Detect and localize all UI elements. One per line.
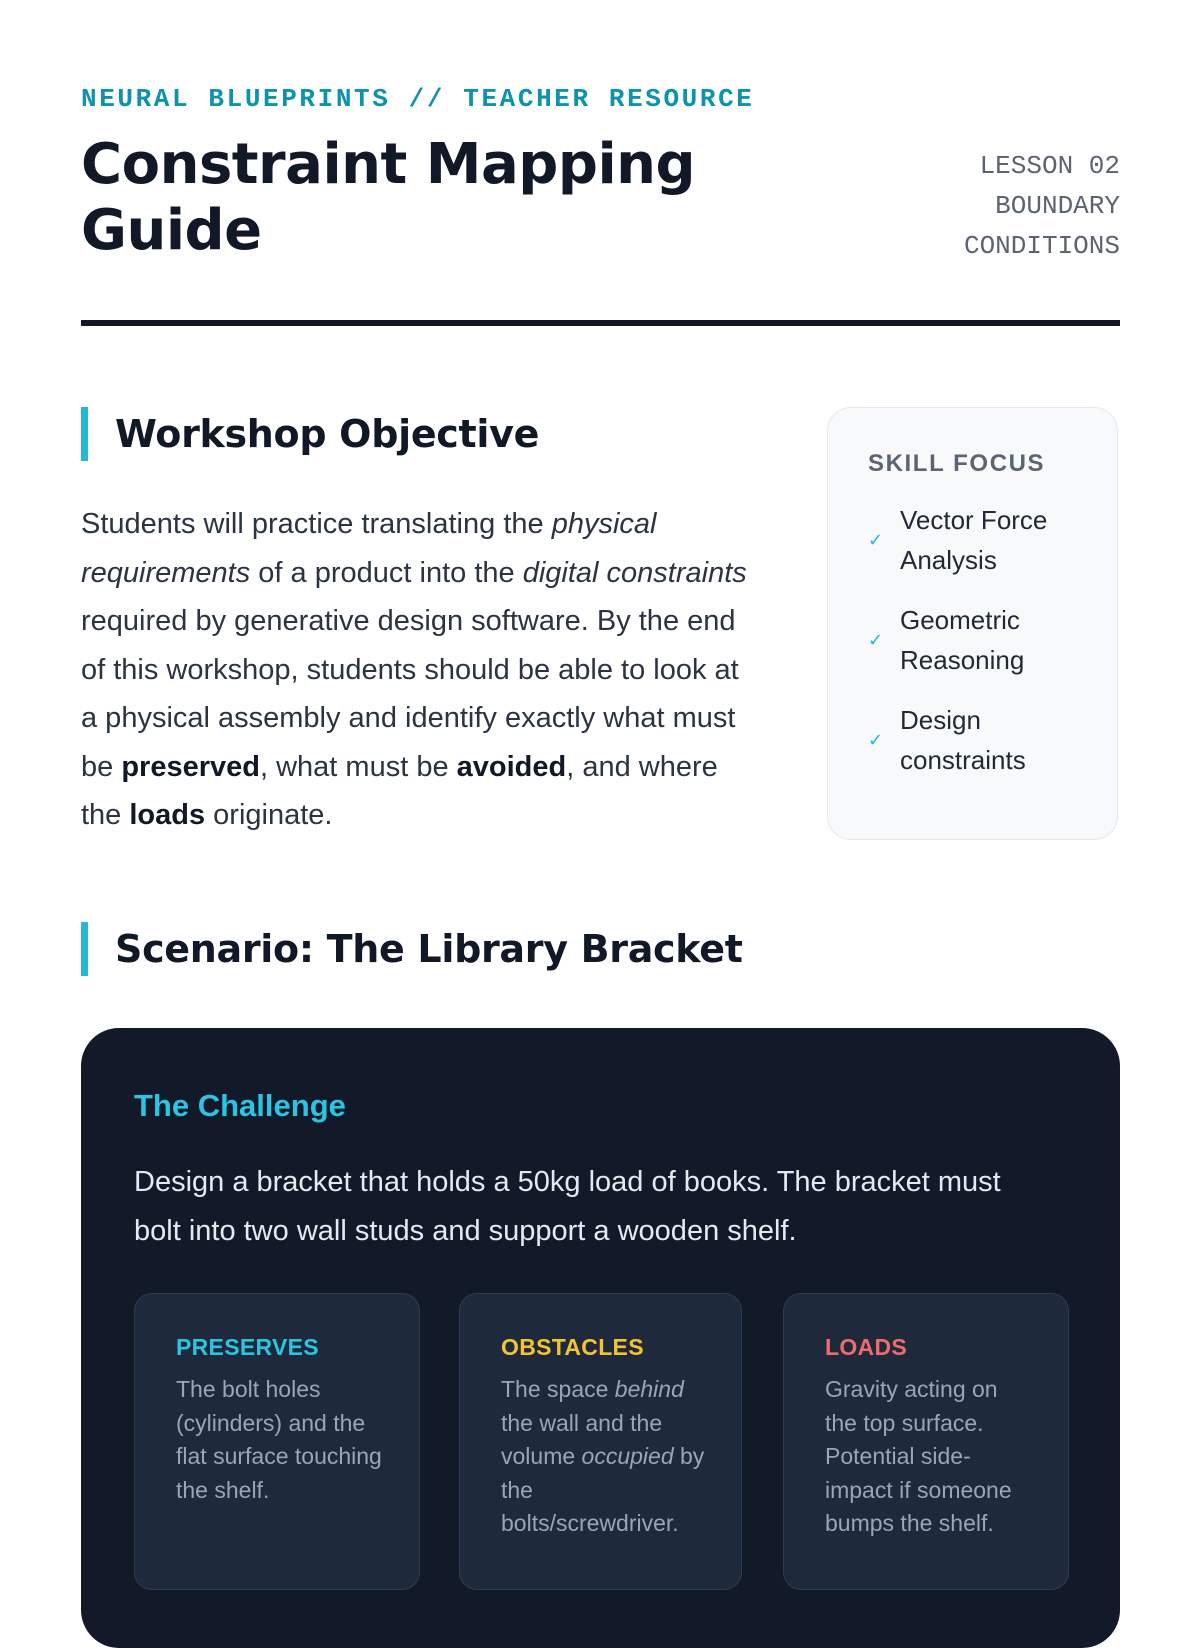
checkmark-icon: ✓ [868, 529, 884, 550]
card-body-segment: the wall and the volume [501, 1409, 663, 1469]
header-divider [81, 320, 1120, 326]
objective-segment: , and where the [81, 750, 718, 831]
preserves-card [134, 1293, 420, 1590]
objective-segment: digital constraints [522, 556, 747, 589]
objective-segment: preserved [121, 750, 260, 783]
card-body-segment: by the bolts/screwdriver. [501, 1443, 705, 1536]
constraint-cards [134, 1293, 1067, 1590]
page-title: Constraint Mapping Guide [81, 132, 696, 263]
objective-segment: required by generative design software. By the end of this workshop, students should be able to look at a physical assembly and identify exactly what must be [81, 605, 739, 783]
checkmark-icon: ✓ [868, 629, 884, 650]
scenario-panel [81, 1028, 1120, 1648]
skill-label: Design constraints [900, 705, 1026, 775]
checkmark-icon: ✓ [868, 729, 884, 750]
objective-heading-text: Workshop Objective [115, 412, 540, 456]
objective-paragraph [81, 500, 751, 840]
teacher-resource-page [81, 0, 1120, 1600]
skill-label: Geometric Reasoning [900, 605, 1025, 675]
objective-segment: Students will practice translating the [81, 508, 552, 540]
loads-card-body [825, 1373, 1032, 1541]
objective-segment: , what must be [259, 750, 457, 783]
card-body-segment: behind [614, 1376, 684, 1402]
obstacles-card-body [501, 1373, 705, 1541]
scenario-heading [81, 922, 743, 976]
lesson-topic-line-1: BOUNDARY [995, 191, 1120, 221]
skill-item [868, 600, 1089, 680]
objective-segment: physical requirements [81, 508, 657, 589]
challenge-title: The Challenge [134, 1088, 346, 1123]
objective-segment: loads [129, 799, 206, 831]
lesson-meta [964, 146, 1120, 266]
skill-focus-title: SKILL FOCUS [868, 450, 1046, 477]
preserves-card-title: PRESERVES [176, 1334, 319, 1360]
skill-focus-card [827, 407, 1118, 840]
card-body-segment: occupied [581, 1443, 674, 1469]
challenge-text: Design a bracket that holds a 50kg load of books. The bracket must bolt into two wall studs and support a wooden shelf. [134, 1166, 1001, 1247]
lesson-number: LESSON 02 [979, 151, 1120, 181]
scenario-heading-text: Scenario: The Library Bracket [115, 927, 743, 971]
resource-kicker: NEURAL BLUEPRINTS // TEACHER RESOURCE [81, 84, 755, 114]
card-body-segment: The space [501, 1376, 615, 1402]
card-body-segment: The bolt holes (cylinders) and the flat surface touching the shelf. [176, 1376, 382, 1503]
objective-segment: avoided [456, 750, 567, 783]
loads-card [783, 1293, 1069, 1590]
objective-segment: of a product into the [250, 556, 523, 589]
obstacles-card-title: OBSTACLES [501, 1334, 644, 1360]
skill-item [868, 700, 1089, 780]
card-body-segment: Gravity acting on the top surface. Potential side-impact if someone bumps the shelf. [825, 1376, 1012, 1536]
loads-card-title: LOADS [825, 1334, 907, 1360]
skill-item [868, 500, 1089, 580]
lesson-topic-line-2: CONDITIONS [963, 231, 1120, 261]
objective-segment: originate. [205, 799, 333, 831]
obstacles-card [459, 1293, 742, 1590]
skill-label: Vector Force Analysis [900, 505, 1048, 575]
preserves-card-body [176, 1373, 383, 1507]
objective-heading [81, 407, 539, 461]
